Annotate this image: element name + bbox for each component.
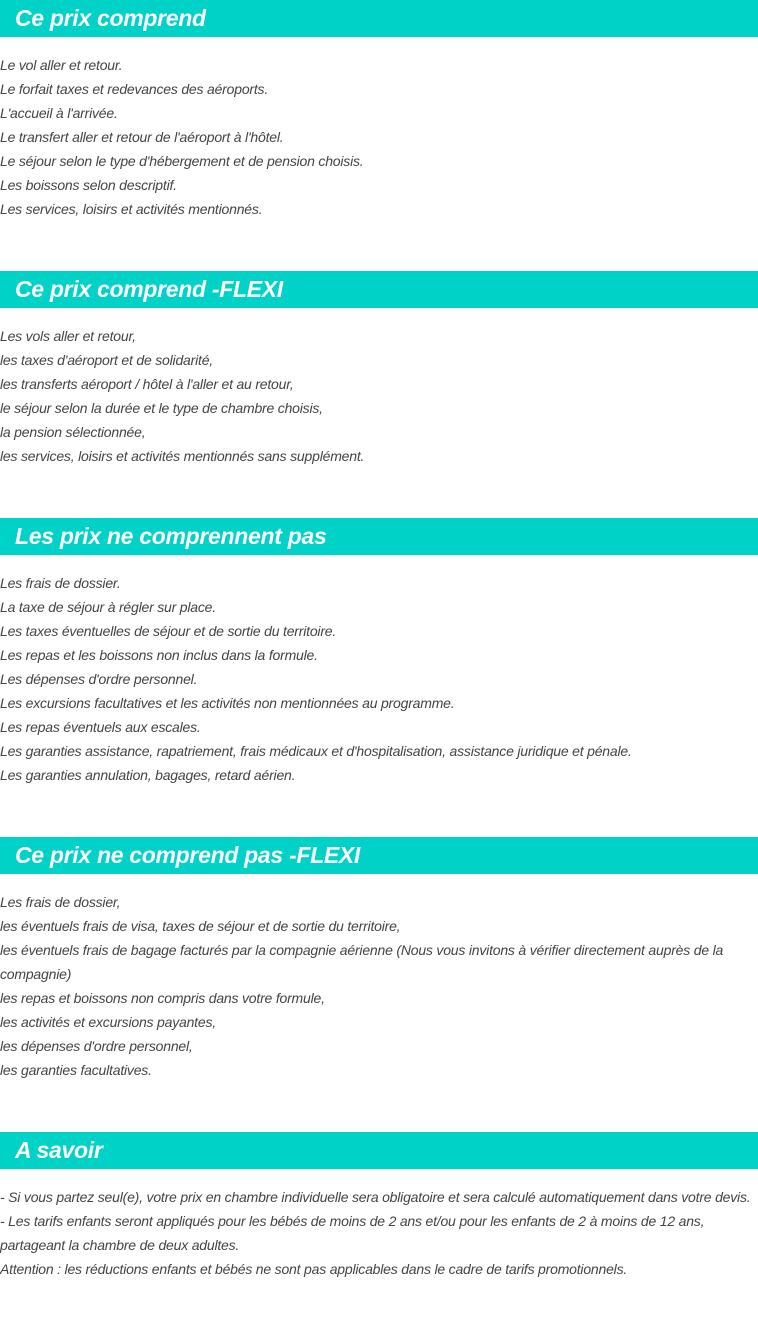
list-item: Les repas et les boissons non inclus dans la formule.: [0, 647, 318, 663]
section-title: Ce prix comprend: [0, 0, 758, 37]
list-item: Les garanties assistance, rapatriement, frais médicaux et d'hospitalisation, assistance juridique et pénale.: [0, 743, 632, 759]
list-item: Les vols aller et retour,: [0, 328, 136, 344]
list-item: les éventuels frais de bagage facturés par la compagnie aérienne (Nous vous invitons à vérifier directement auprès de la compagnie): [0, 942, 724, 982]
section-body: [0, 874, 758, 1082]
list-item: Les repas éventuels aux escales.: [0, 719, 201, 735]
list-item: les garanties facultatives.: [0, 1062, 152, 1078]
section: [0, 0, 758, 221]
list-item: la pension sélectionnée,: [0, 424, 146, 440]
section: [0, 837, 758, 1082]
section-title: A savoir: [0, 1132, 758, 1169]
section: [0, 1132, 758, 1281]
list-item: Attention : les réductions enfants et bébés ne sont pas applicables dans le cadre de tarifs promotionnels.: [0, 1261, 628, 1277]
list-item: - Si vous partez seul(e), votre prix en chambre individuelle sera obligatoire et sera calculé automatiquement dans votre devis.: [0, 1189, 751, 1205]
list-item: Les services, loisirs et activités mentionnés.: [0, 201, 263, 217]
section: [0, 271, 758, 468]
list-item: Le séjour selon le type d'hébergement et de pension choisis.: [0, 153, 364, 169]
list-item: les taxes d'aéroport et de solidarité,: [0, 352, 213, 368]
list-item: les activités et excursions payantes,: [0, 1014, 216, 1030]
section-body: [0, 37, 758, 221]
list-item: Les taxes éventuelles de séjour et de sortie du territoire.: [0, 623, 337, 639]
section: [0, 518, 758, 787]
list-item: les repas et boissons non compris dans votre formule,: [0, 990, 325, 1006]
section-title: Ce prix comprend -FLEXI: [0, 271, 758, 308]
list-item: le séjour selon la durée et le type de chambre choisis,: [0, 400, 323, 416]
list-item: Le vol aller et retour.: [0, 57, 123, 73]
list-item: les éventuels frais de visa, taxes de séjour et de sortie du territoire,: [0, 918, 401, 934]
list-item: - Les tarifs enfants seront appliqués pour les bébés de moins de 2 ans et/ou pour les enfants de 2 à moins de 12 ans, partageant la chambre de deux adultes.: [0, 1213, 705, 1253]
section-body: [0, 555, 758, 787]
section-title: Les prix ne comprennent pas: [0, 518, 758, 555]
list-item: L'accueil à l'arrivée.: [0, 105, 118, 121]
section-title: Ce prix ne comprend pas -FLEXI: [0, 837, 758, 874]
section-body: [0, 308, 758, 468]
list-item: Le transfert aller et retour de l'aéroport à l'hôtel.: [0, 129, 284, 145]
list-item: La taxe de séjour à régler sur place.: [0, 599, 216, 615]
list-item: les services, loisirs et activités mentionnés sans supplément.: [0, 448, 365, 464]
list-item: Le forfait taxes et redevances des aéroports.: [0, 81, 269, 97]
list-item: Les frais de dossier,: [0, 894, 121, 910]
list-item: Les boissons selon descriptif.: [0, 177, 177, 193]
section-body: [0, 1169, 758, 1281]
list-item: Les dépenses d'ordre personnel.: [0, 671, 198, 687]
list-item: Les garanties annulation, bagages, retard aérien.: [0, 767, 296, 783]
list-item: les transferts aéroport / hôtel à l'aller et au retour,: [0, 376, 294, 392]
list-item: les dépenses d'ordre personnel,: [0, 1038, 193, 1054]
list-item: Les excursions facultatives et les activités non mentionnées au programme.: [0, 695, 455, 711]
list-item: Les frais de dossier.: [0, 575, 121, 591]
